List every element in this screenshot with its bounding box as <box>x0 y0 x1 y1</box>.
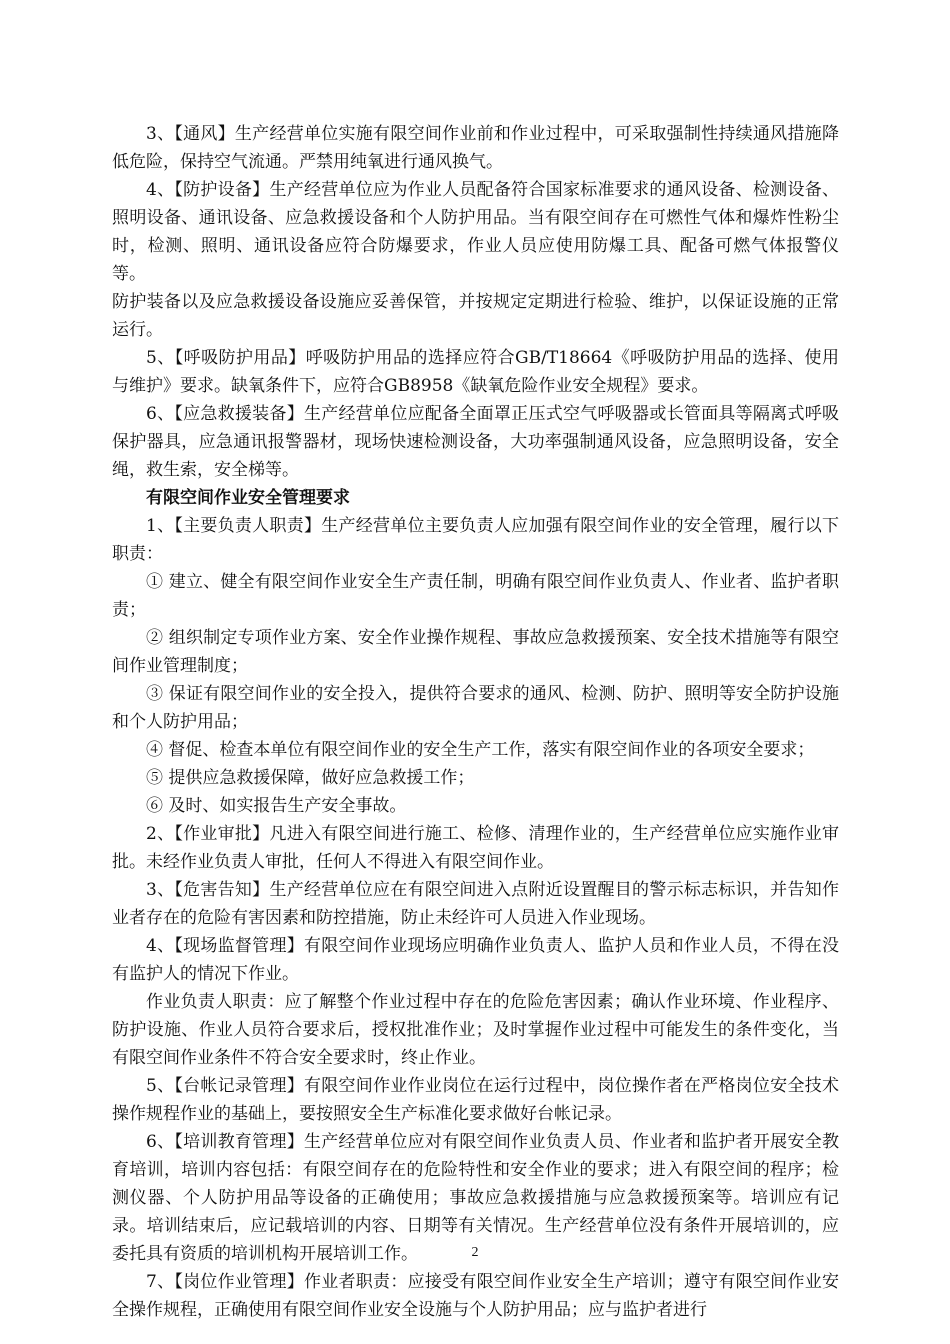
para-training: 6、【培训教育管理】生产经营单位应对有限空间作业负责人员、作业者和监护者开展安全教育培训，培训内容包括：有限空间存在的危险特性和安全作业的要求；进入有限空间的程序；检测仪器、个人防护用品等设备的正确使用；事故应急救援措施与应急救援预案等。培训应有记录。培训结束后，应记载培训的内容、日期等有关情况。生产经营单位没有条件开展培训的，应委托具有资质的培训机构开展培训工作。 <box>112 1132 839 1264</box>
para-protective-equipment: 4、【防护设备】生产经营单位应为作业人员配备符合国家标准要求的通风设备、检测设备、照明设备、通讯设备、应急救援设备和个人防护用品。当有限空间存在可燃性气体和爆炸性粉尘时，检测、照明、通讯设备应符合防爆要求，作业人员应使用防爆工具、配备可燃气体报警仪等。 <box>112 180 839 284</box>
duty-item-3: ③ 保证有限空间作业的安全投入，提供符合要求的通风、检测、防护、照明等安全防护设施和个人防护用品； <box>112 684 839 732</box>
para-emergency-equipment: 6、【应急救援装备】生产经营单位应配备全面罩正压式空气呼吸器或长管面具等隔离式呼吸保护器具，应急通讯报警器材，现场快速检测设备，大功率强制通风设备，应急照明设备，安全绳，救生索，安全梯等。 <box>112 404 839 480</box>
document-body <box>112 120 839 1324</box>
para-post-operation: 7、【岗位作业管理】作业者职责：应接受有限空间作业安全生产培训；遵守有限空间作业安全操作规程，正确使用有限空间作业安全设施与个人防护用品；应与监护者进行 <box>112 1272 839 1320</box>
section-heading-management: 有限空间作业安全管理要求 <box>146 488 350 508</box>
para-ledger-records: 5、【台帐记录管理】有限空间作业作业岗位在运行过程中，岗位操作者在严格岗位安全技术操作规程作业的基础上，要按照安全生产标准化要求做好台帐记录。 <box>112 1076 839 1124</box>
duty-item-6: ⑥ 及时、如实报告生产安全事故。 <box>146 796 407 816</box>
duty-item-4: ④ 督促、检查本单位有限空间作业的安全生产工作，落实有限空间作业的各项安全要求； <box>146 740 815 760</box>
para-supervisor-duties: 作业负责人职责：应了解整个作业过程中存在的危险危害因素；确认作业环境、作业程序、防护设施、作业人员符合要求后，授权批准作业；及时掌握作业过程中可能发生的条件变化，当有限空间作业条件不符合安全要求时，终止作业。 <box>112 992 839 1068</box>
para-respiratory-protection: 5、【呼吸防护用品】呼吸防护用品的选择应符合GB/T18664《呼吸防护用品的选择、使用与维护》要求。缺氧条件下，应符合GB8958《缺氧危险作业安全规程》要求。 <box>112 348 839 396</box>
duty-item-2: ② 组织制定专项作业方案、安全作业操作规程、事故应急救援预案、安全技术措施等有限空间作业管理制度； <box>112 628 839 676</box>
para-site-supervision: 4、【现场监督管理】有限空间作业现场应明确作业负责人、监护人员和作业人员，不得在没有监护人的情况下作业。 <box>112 936 839 984</box>
page-number: 2 <box>471 1245 479 1260</box>
para-work-approval: 2、【作业审批】凡进入有限空间进行施工、检修、清理作业的，生产经营单位应实施作业审批。未经作业负责人审批，任何人不得进入有限空间作业。 <box>112 824 839 872</box>
para-principal-duties: 1、【主要负责人职责】生产经营单位主要负责人应加强有限空间作业的安全管理，履行以下职责： <box>112 516 839 564</box>
para-equipment-maintenance: 防护装备以及应急救援设备设施应妥善保管，并按规定定期进行检验、维护，以保证设施的正常运行。 <box>112 292 839 340</box>
para-hazard-notice: 3、【危害告知】生产经营单位应在有限空间进入点附近设置醒目的警示标志标识，并告知作业者存在的危险有害因素和防控措施，防止未经许可人员进入作业现场。 <box>112 880 839 928</box>
duty-item-1: ① 建立、健全有限空间作业安全生产责任制，明确有限空间作业负责人、作业者、监护者职责； <box>112 572 839 620</box>
para-ventilation: 3、【通风】生产经营单位实施有限空间作业前和作业过程中，可采取强制性持续通风措施降低危险，保持空气流通。严禁用纯氧进行通风换气。 <box>112 124 839 172</box>
duty-item-5: ⑤ 提供应急救援保障，做好应急救援工作； <box>146 768 475 788</box>
